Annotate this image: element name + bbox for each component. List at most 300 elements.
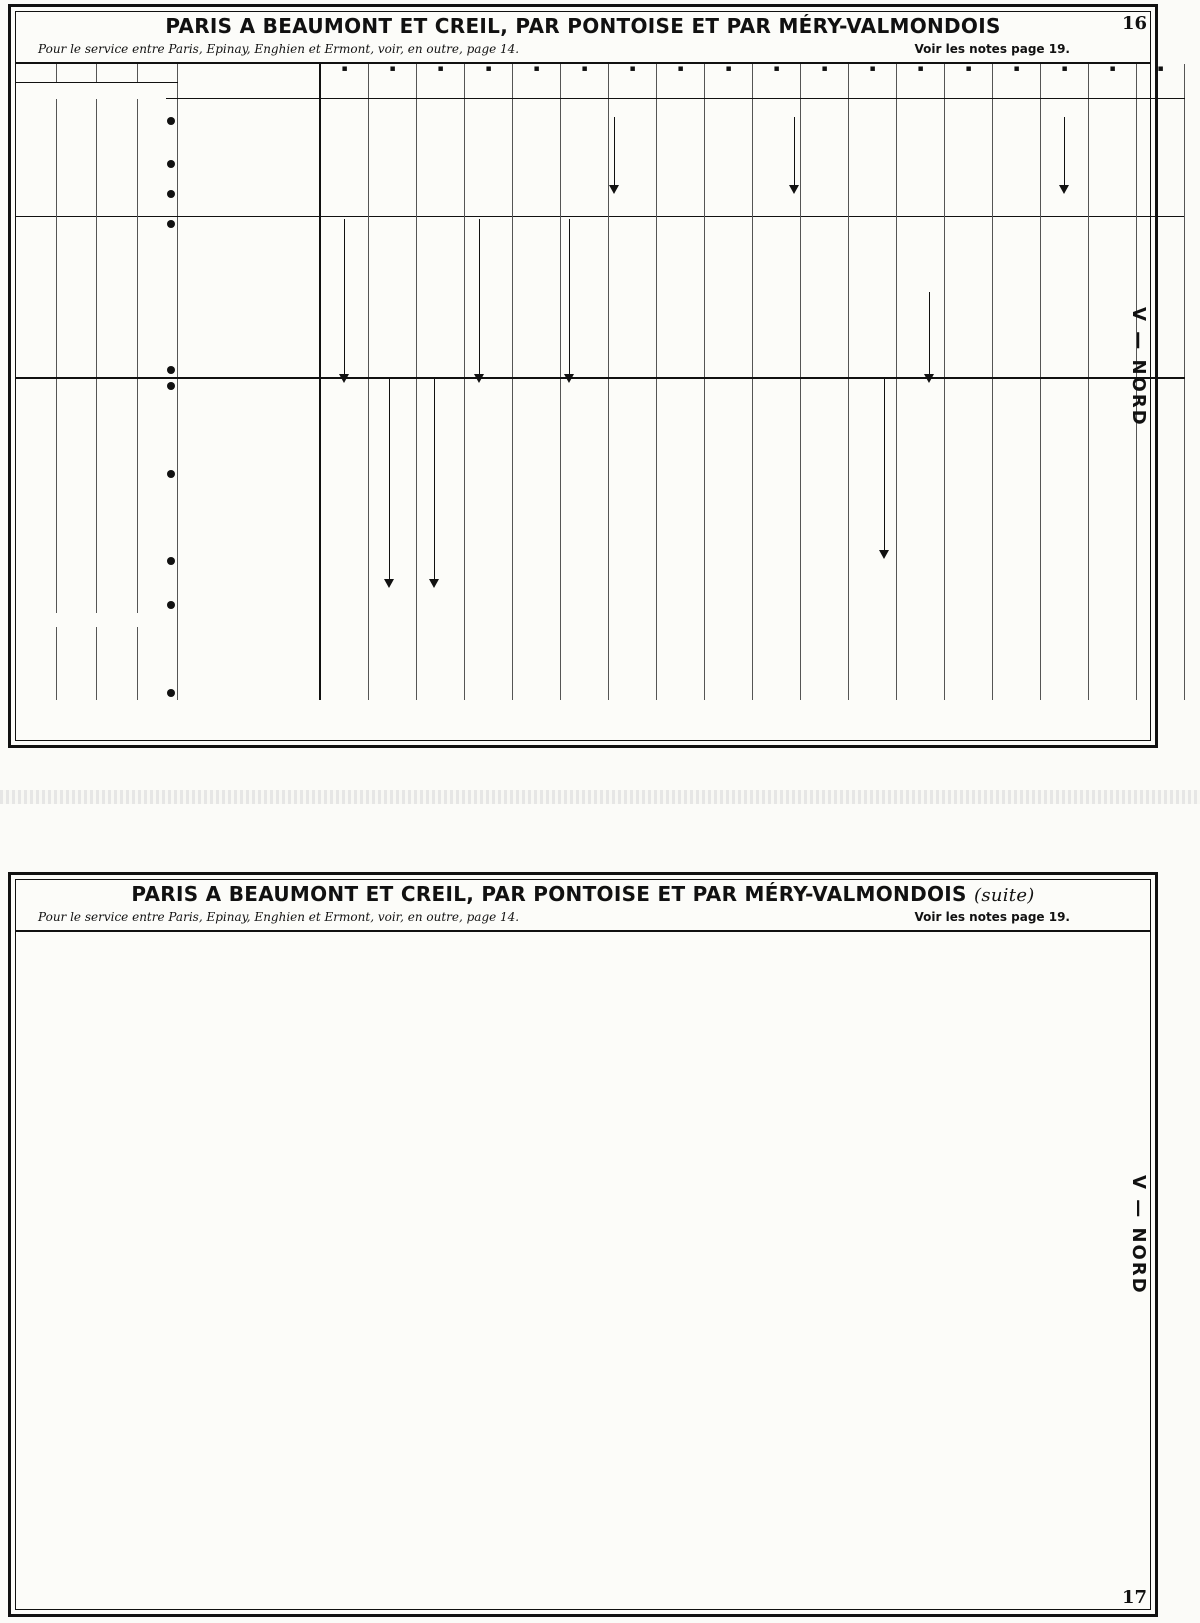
fare-cell	[56, 423, 97, 438]
time-cell	[897, 598, 945, 613]
time-cell	[945, 157, 993, 172]
time-cell	[897, 261, 945, 276]
time-cell	[705, 438, 753, 453]
fare-row	[16, 598, 178, 613]
time-cell	[657, 613, 705, 628]
time-cell	[513, 554, 561, 569]
station-row	[166, 290, 320, 305]
fare-cell	[97, 246, 138, 261]
time-cell	[465, 438, 513, 453]
station-row	[166, 481, 320, 496]
time-row	[321, 569, 1185, 584]
time-cell	[465, 554, 513, 569]
time-cell	[657, 348, 705, 363]
time-cell	[609, 657, 657, 672]
time-cell	[657, 438, 705, 453]
station-name	[166, 348, 320, 363]
fare-cell	[16, 467, 56, 482]
station-name	[166, 423, 320, 438]
station-row	[166, 143, 320, 158]
fare-cell	[56, 363, 97, 379]
time-row	[321, 128, 1185, 143]
time-cell	[465, 363, 513, 379]
time-cell	[513, 686, 561, 701]
time-cell	[753, 613, 801, 628]
time-cell	[945, 128, 993, 143]
time-row	[321, 363, 1185, 379]
time-cell	[609, 598, 657, 613]
station-row	[166, 157, 320, 172]
time-cell	[369, 394, 417, 409]
time-cell	[465, 525, 513, 540]
time-cell	[513, 363, 561, 379]
fare-cell	[16, 128, 56, 143]
time-cell	[321, 114, 369, 129]
fare-cell	[16, 423, 56, 438]
time-cell	[753, 423, 801, 438]
time-row	[321, 319, 1185, 334]
fare-cell	[97, 525, 138, 540]
time-cell	[321, 496, 369, 511]
time-cell	[417, 275, 465, 290]
time-cell	[753, 467, 801, 482]
time-cell	[849, 275, 897, 290]
time-cell	[417, 172, 465, 187]
time-cell	[849, 114, 897, 129]
time-cell	[897, 290, 945, 305]
fare-cell	[56, 511, 97, 526]
time-cell	[849, 363, 897, 379]
fare-cell	[56, 584, 97, 599]
time-cell	[945, 304, 993, 319]
time-row	[321, 671, 1185, 686]
time-cell	[945, 408, 993, 423]
station-row	[166, 584, 320, 599]
time-cell	[513, 627, 561, 642]
time-cell	[609, 525, 657, 540]
fare-cell	[56, 216, 97, 231]
class-symbol: ▪	[581, 64, 588, 74]
time-cell	[897, 201, 945, 216]
time-cell	[945, 275, 993, 290]
time-cell	[801, 613, 849, 628]
time-cell	[1137, 671, 1185, 686]
class-symbol: ▪	[341, 64, 348, 74]
notes-reference: Voir les notes page 19.	[914, 910, 1070, 924]
station-name	[166, 363, 320, 379]
time-cell	[1137, 99, 1185, 114]
time-cell	[417, 642, 465, 657]
fare-cell	[56, 172, 97, 187]
time-cell	[1041, 569, 1089, 584]
time-cell	[321, 481, 369, 496]
time-cell	[1089, 187, 1137, 202]
fare-row	[16, 290, 178, 305]
time-row	[321, 540, 1185, 555]
fare-cell	[16, 334, 56, 349]
fare-cell	[56, 394, 97, 409]
time-cell	[465, 304, 513, 319]
time-cell	[513, 114, 561, 129]
time-cell	[1041, 511, 1089, 526]
time-cell	[417, 99, 465, 114]
time-cell	[417, 452, 465, 467]
fare-row	[16, 627, 178, 642]
time-cell	[945, 246, 993, 261]
fare-cell	[16, 157, 56, 172]
time-cell	[705, 627, 753, 642]
station-name	[166, 157, 320, 172]
time-cell	[753, 642, 801, 657]
time-cell	[609, 275, 657, 290]
time-cell	[513, 540, 561, 555]
time-cell	[945, 598, 993, 613]
time-cell	[465, 128, 513, 143]
time-cell	[1041, 143, 1089, 158]
time-cell	[801, 378, 849, 394]
fare-cell	[16, 275, 56, 290]
time-row	[321, 378, 1185, 394]
time-cell	[417, 467, 465, 482]
time-cell	[753, 99, 801, 114]
fare-cell	[16, 290, 56, 305]
time-cell	[417, 157, 465, 172]
time-cell	[801, 423, 849, 438]
time-cell	[513, 143, 561, 158]
time-cell	[513, 613, 561, 628]
class-symbol: ▪	[965, 64, 972, 74]
time-cell	[945, 394, 993, 409]
station-row	[166, 99, 320, 114]
time-cell	[369, 496, 417, 511]
time-cell	[849, 261, 897, 276]
time-cell	[1089, 613, 1137, 628]
time-cell	[609, 348, 657, 363]
time-cell	[1041, 201, 1089, 216]
time-cell	[1137, 481, 1185, 496]
time-cell	[609, 423, 657, 438]
fare-row	[16, 319, 178, 334]
time-cell	[1137, 128, 1185, 143]
fare-row	[16, 99, 178, 114]
time-cell	[945, 540, 993, 555]
station-row	[166, 569, 320, 584]
time-cell	[1089, 481, 1137, 496]
time-cell	[1041, 598, 1089, 613]
time-row	[321, 686, 1185, 701]
time-cell	[1041, 363, 1089, 379]
class-symbol: ▪	[821, 64, 828, 74]
time-cell	[513, 261, 561, 276]
time-cell	[801, 598, 849, 613]
time-cell	[657, 157, 705, 172]
time-cell	[609, 496, 657, 511]
time-cell	[1089, 467, 1137, 482]
time-cell	[1089, 114, 1137, 129]
station-row	[166, 231, 320, 246]
time-cell	[417, 671, 465, 686]
fare-cell	[16, 481, 56, 496]
time-cell	[1137, 452, 1185, 467]
time-cell	[465, 216, 513, 231]
station-row	[166, 554, 320, 569]
fare-cell	[97, 423, 138, 438]
time-cell	[705, 525, 753, 540]
time-cell	[657, 686, 705, 701]
time-cell	[657, 657, 705, 672]
station-name	[166, 452, 320, 467]
station-row	[166, 246, 320, 261]
time-cell	[801, 496, 849, 511]
station-name	[166, 525, 320, 540]
time-cell	[609, 216, 657, 231]
time-cell	[465, 261, 513, 276]
time-cell	[993, 671, 1041, 686]
time-cell	[849, 613, 897, 628]
fare-cell	[97, 598, 138, 613]
fare-cell	[56, 99, 97, 114]
station-name	[166, 511, 320, 526]
time-cell	[513, 319, 561, 334]
time-cell	[1089, 525, 1137, 540]
time-cell	[897, 275, 945, 290]
time-cell	[849, 246, 897, 261]
time-cell	[993, 511, 1041, 526]
time-cell	[801, 216, 849, 231]
time-cell	[609, 378, 657, 394]
time-cell	[609, 261, 657, 276]
time-cell	[993, 187, 1041, 202]
time-cell	[417, 584, 465, 599]
time-cell	[897, 467, 945, 482]
time-cell	[1041, 304, 1089, 319]
time-cell	[705, 246, 753, 261]
time-cell	[897, 363, 945, 379]
time-cell	[369, 348, 417, 363]
time-cell	[417, 334, 465, 349]
train-header	[513, 64, 561, 99]
time-cell	[321, 686, 369, 701]
time-cell	[561, 187, 609, 202]
time-cell	[321, 275, 369, 290]
time-cell	[417, 554, 465, 569]
time-cell	[513, 598, 561, 613]
station-name	[166, 657, 320, 672]
time-row	[321, 467, 1185, 482]
time-cell	[561, 408, 609, 423]
time-cell	[657, 496, 705, 511]
time-cell	[753, 394, 801, 409]
time-cell	[321, 216, 369, 231]
fare-row	[16, 467, 178, 482]
time-cell	[417, 511, 465, 526]
fare-cell	[97, 319, 138, 334]
time-cell	[1137, 231, 1185, 246]
time-cell	[465, 187, 513, 202]
time-cell	[849, 554, 897, 569]
time-cell	[513, 231, 561, 246]
time-cell	[321, 348, 369, 363]
time-cell	[657, 99, 705, 114]
time-cell	[657, 128, 705, 143]
time-cell	[609, 467, 657, 482]
time-cell	[753, 452, 801, 467]
time-cell	[705, 143, 753, 158]
time-cell	[897, 554, 945, 569]
time-cell	[1137, 216, 1185, 231]
time-cell	[705, 261, 753, 276]
time-cell	[561, 627, 609, 642]
fare-cell	[16, 569, 56, 584]
time-cell	[513, 642, 561, 657]
time-cell	[657, 481, 705, 496]
station-row	[166, 671, 320, 686]
time-cell	[657, 143, 705, 158]
time-cell	[993, 201, 1041, 216]
train-header	[897, 64, 945, 99]
station-row	[166, 438, 320, 453]
time-cell	[561, 569, 609, 584]
time-cell	[417, 569, 465, 584]
time-cell	[897, 378, 945, 394]
time-cell	[513, 246, 561, 261]
time-row	[321, 99, 1185, 114]
time-cell	[897, 231, 945, 246]
time-cell	[513, 496, 561, 511]
time-cell	[945, 290, 993, 305]
time-cell	[1089, 246, 1137, 261]
fare-cell	[97, 540, 138, 555]
fare-row	[16, 304, 178, 319]
time-cell	[705, 231, 753, 246]
time-cell	[705, 99, 753, 114]
time-cell	[1137, 143, 1185, 158]
time-cell	[369, 378, 417, 394]
page-frame	[15, 11, 1164, 741]
time-cell	[513, 584, 561, 599]
station-name	[166, 261, 320, 276]
time-cell	[465, 290, 513, 305]
time-row	[321, 613, 1185, 628]
time-cell	[993, 348, 1041, 363]
time-cell	[801, 201, 849, 216]
fare-cell	[56, 114, 97, 129]
time-cell	[897, 114, 945, 129]
station-row	[166, 408, 320, 423]
time-cell	[369, 452, 417, 467]
time-cell	[1041, 261, 1089, 276]
time-cell	[897, 99, 945, 114]
time-cell	[945, 467, 993, 482]
class-symbol: ▪	[437, 64, 444, 74]
time-cell	[657, 394, 705, 409]
time-cell	[849, 686, 897, 701]
fare-cell	[16, 511, 56, 526]
time-cell	[657, 275, 705, 290]
fare-row	[16, 511, 178, 526]
time-cell	[369, 231, 417, 246]
time-cell	[513, 187, 561, 202]
time-cell	[417, 304, 465, 319]
time-cell	[849, 408, 897, 423]
time-cell	[705, 290, 753, 305]
time-cell	[321, 671, 369, 686]
fare-row	[16, 569, 178, 584]
station-marker-icon	[167, 382, 175, 390]
time-cell	[945, 348, 993, 363]
time-cell	[465, 378, 513, 394]
station-name	[166, 304, 320, 319]
fare-row	[16, 408, 178, 423]
train-header	[609, 64, 657, 99]
fare-cell	[16, 246, 56, 261]
fare-cell	[16, 187, 56, 202]
fare-cell	[56, 671, 97, 686]
fare-cell	[56, 408, 97, 423]
time-cell	[321, 290, 369, 305]
time-cell	[897, 481, 945, 496]
time-cell	[513, 99, 561, 114]
fare-row	[16, 423, 178, 438]
fare-cell	[16, 525, 56, 540]
time-cell	[945, 216, 993, 231]
station-row	[166, 275, 320, 290]
time-cell	[993, 172, 1041, 187]
time-cell	[561, 394, 609, 409]
fare-cell	[56, 378, 97, 394]
time-cell	[993, 569, 1041, 584]
time-cell	[945, 686, 993, 701]
station-marker-icon	[167, 190, 175, 198]
class-symbol: ▪	[533, 64, 540, 74]
time-cell	[1089, 642, 1137, 657]
time-row	[321, 657, 1185, 672]
time-cell	[657, 467, 705, 482]
time-cell	[993, 363, 1041, 379]
time-cell	[801, 481, 849, 496]
train-header	[657, 64, 705, 99]
time-cell	[1041, 290, 1089, 305]
fare-row	[16, 525, 178, 540]
station-name	[166, 246, 320, 261]
down-arrow-icon	[389, 379, 390, 583]
time-cell	[321, 569, 369, 584]
time-cell	[993, 423, 1041, 438]
time-cell	[945, 584, 993, 599]
time-cell	[753, 408, 801, 423]
time-cell	[561, 496, 609, 511]
time-cell	[609, 157, 657, 172]
time-cell	[513, 423, 561, 438]
time-cell	[705, 172, 753, 187]
time-cell	[1089, 201, 1137, 216]
time-cell	[561, 671, 609, 686]
time-row	[321, 642, 1185, 657]
time-cell	[1089, 99, 1137, 114]
time-cell	[897, 686, 945, 701]
time-cell	[465, 114, 513, 129]
time-cell	[321, 525, 369, 540]
fare-cell	[56, 481, 97, 496]
fare-cell	[97, 467, 138, 482]
time-row	[321, 584, 1185, 599]
down-arrow-icon	[479, 219, 480, 380]
fare-cell	[56, 290, 97, 305]
fare-row	[16, 496, 178, 511]
time-cell	[801, 657, 849, 672]
class-symbol: ▪	[677, 64, 684, 74]
time-cell	[465, 584, 513, 599]
